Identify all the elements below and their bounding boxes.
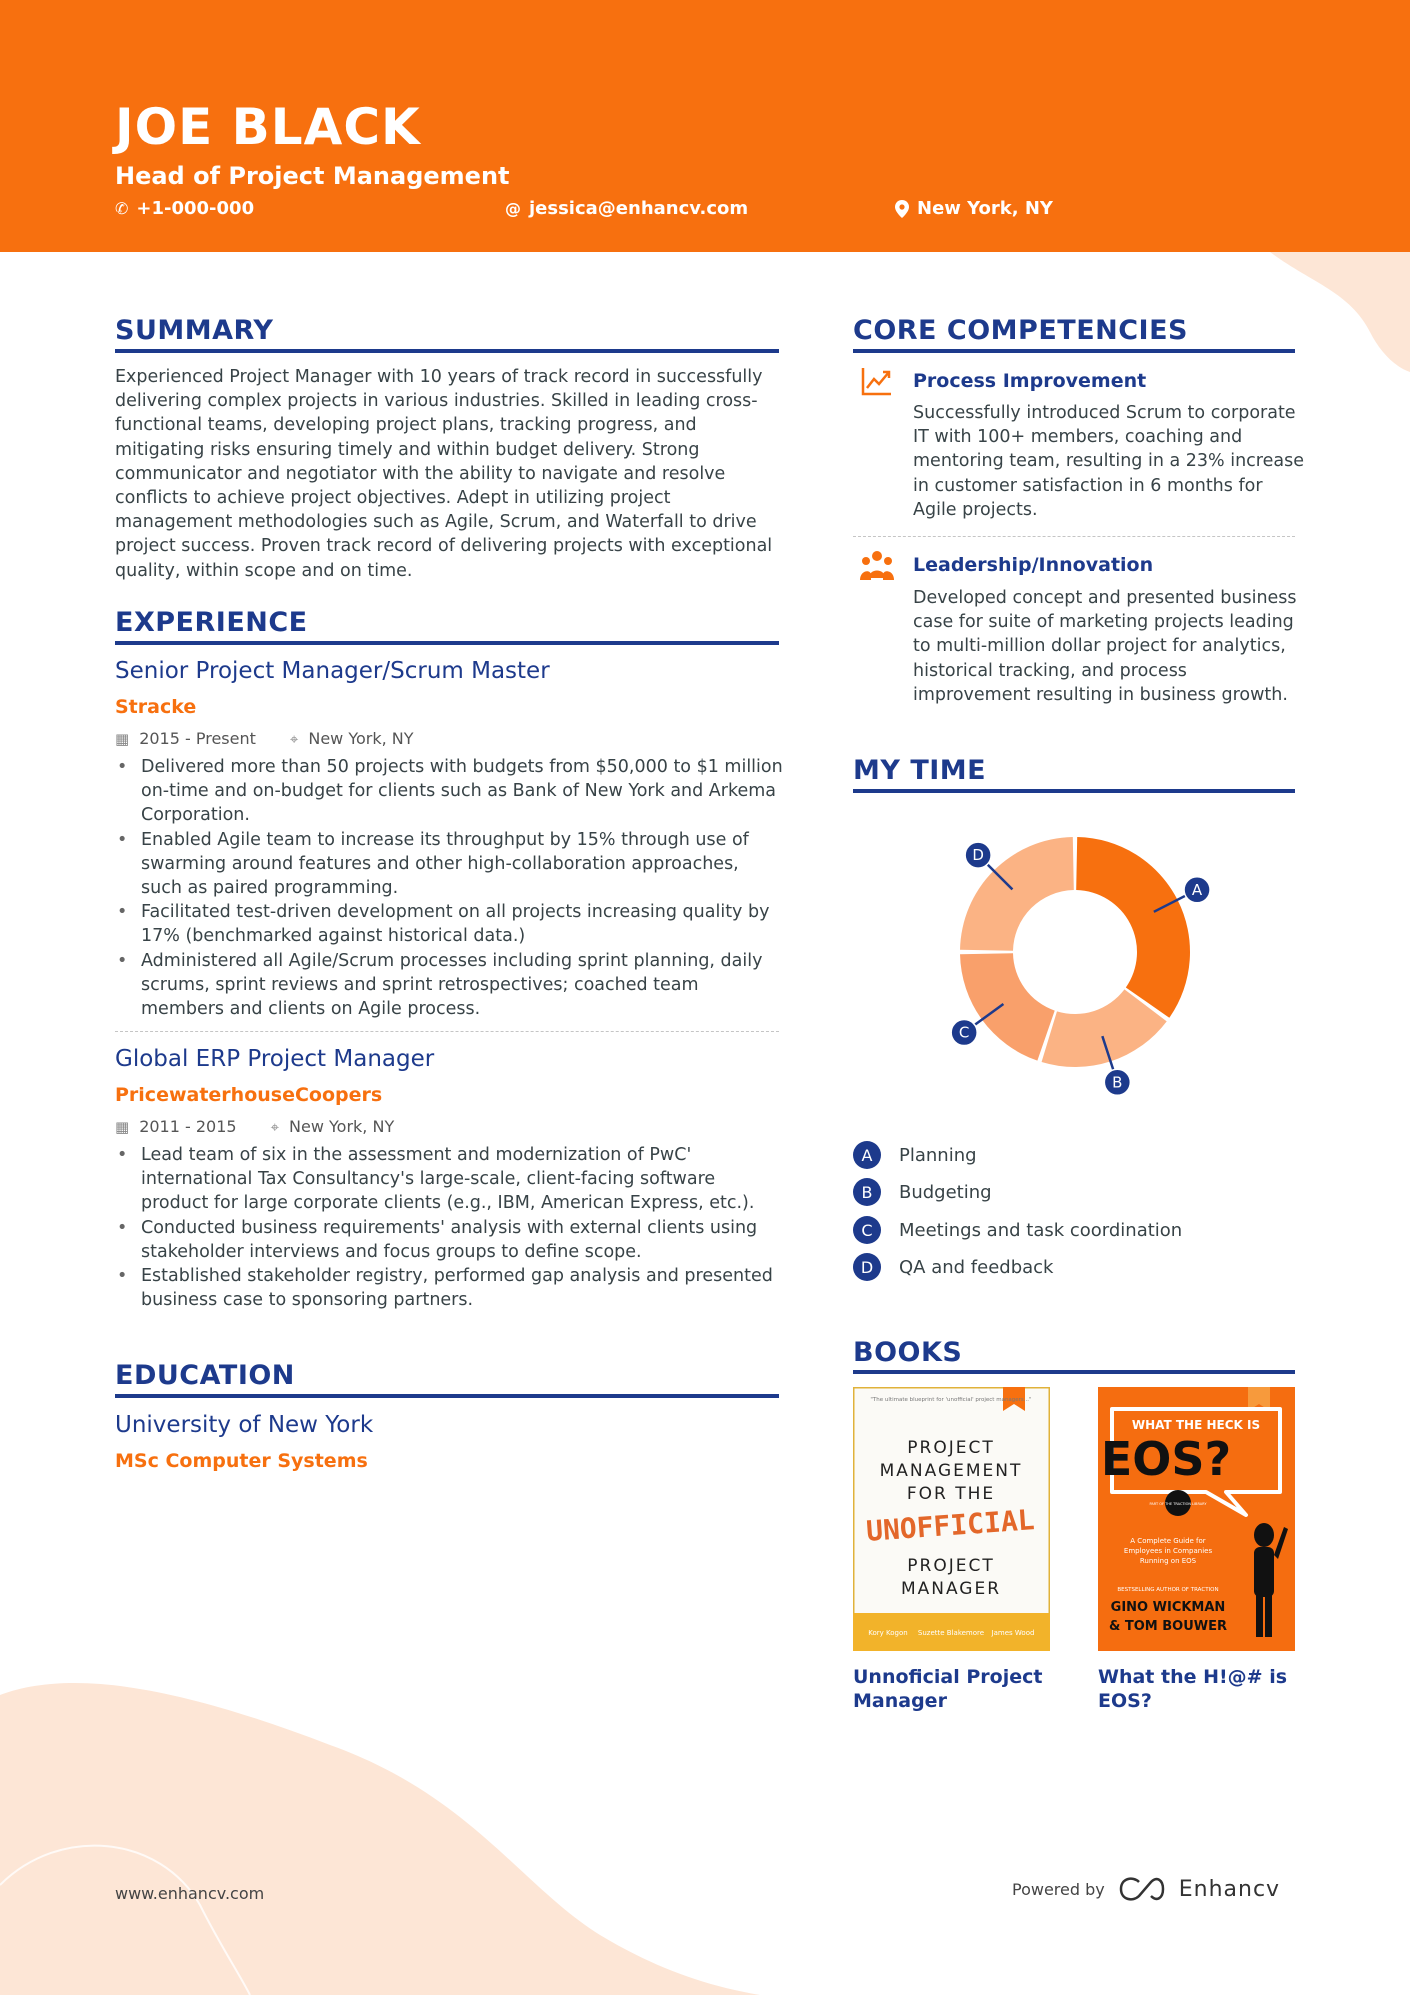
legend-item [853, 1253, 1053, 1281]
cover-author: James Wood [991, 1629, 1035, 1637]
legend-label: QA and feedback [899, 1256, 1054, 1278]
job-meta [115, 1117, 394, 1136]
company-name: PricewaterhouseCoopers [115, 1084, 383, 1106]
callout-label: C [958, 1023, 970, 1042]
legend-badge: A [853, 1141, 881, 1169]
competencies-heading: CORE COMPETENCIES [853, 315, 1188, 346]
cover-line: PROJECT [907, 1556, 995, 1576]
education-rule [115, 1394, 779, 1398]
cover-sub: Employees in Companies [1123, 1547, 1213, 1555]
list-item: • Established stakeholder registry, performed gap analysis and presented business case to sponsoring partners. [115, 1264, 785, 1312]
list-item: • Enabled Agile team to increase its throughput by 15% through use of swarming around features and other high-collaboration approaches, such as paired programming. [115, 828, 785, 901]
education-heading: EDUCATION [115, 1360, 295, 1391]
cover-sub: Running on EOS [1139, 1557, 1197, 1565]
callout-label: A [1191, 880, 1203, 899]
book-cover-eos [1098, 1387, 1295, 1651]
competency-title: Leadership/Innovation [913, 554, 1154, 576]
job-dates: 2015 - Present [139, 729, 256, 748]
summary-rule [115, 349, 779, 353]
location-text: New York, NY [917, 198, 1053, 219]
legend-badge: D [853, 1253, 881, 1281]
cover-line: PROJECT [907, 1438, 995, 1458]
candidate-role: Head of Project Management [115, 162, 510, 190]
location-pin-icon [895, 200, 909, 218]
job-location: New York, NY [289, 1117, 395, 1136]
school-name: University of New York [115, 1412, 374, 1438]
competency-text: Successfully introduced Scrum to corporate IT with 100+ members, coaching and mentoring team, resulting in a 23% increase in customer satisfaction in 6 months for Agile projects. [913, 403, 1304, 520]
summary-heading: SUMMARY [115, 315, 274, 346]
cover-line: FOR THE [906, 1484, 996, 1504]
competency-text: Developed concept and presented business case for suite of marketing projects leading to multi-million dollar project for analytics, historical tracking, and process improvement resulting in business growth. [913, 588, 1297, 705]
time-donut-chart [940, 830, 1210, 1110]
brand-name[interactable]: Enhancv [1178, 1876, 1281, 1902]
cover-blurb: "The ultimate blueprint for 'unofficial' project managers..." [870, 1397, 1032, 1403]
cover-note: BESTSELLING AUTHOR OF TRACTION [1117, 1587, 1219, 1593]
book-title[interactable]: Unnoficial Project Manager [853, 1666, 1043, 1712]
trend-chart-icon [860, 364, 894, 398]
callout-label: B [1112, 1073, 1123, 1092]
legend-label: Meetings and task coordination [899, 1219, 1183, 1241]
cover-line: MANAGEMENT [879, 1461, 1023, 1481]
divider [853, 536, 1295, 537]
mytime-heading: MY TIME [853, 755, 987, 786]
donut-slice-c [960, 953, 1055, 1060]
bottom-left-decoration [0, 1665, 760, 1995]
competency-title: Process Improvement [913, 370, 1147, 392]
book-cover-unofficial-pm [853, 1387, 1050, 1651]
cover-highlight: UNOFFICIAL [865, 1503, 1036, 1548]
header-banner [0, 0, 1410, 252]
legend-label: Budgeting [899, 1181, 992, 1203]
corner-decoration [1270, 252, 1410, 372]
cover-top: WHAT THE HECK IS [1131, 1418, 1261, 1432]
phone-contact [115, 198, 254, 219]
divider [115, 1031, 779, 1032]
experience-heading: EXPERIENCE [115, 607, 308, 638]
list-item: • Delivered more than 50 projects with budgets from $50,000 to $1 million on-time and on-budget for clients such as Bank of New York and Arkema Corporation. [115, 755, 785, 828]
list-item: • Lead team of six in the assessment and modernization of PwC' international Tax Consultancy's large-scale, client-facing software product for large corporate clients (e.g., IBM, American Express, etc.). [115, 1143, 785, 1216]
calendar-icon: ▦ [115, 1117, 130, 1136]
competencies-rule [853, 349, 1295, 353]
list-item: • Administered all Agile/Scrum processes including sprint planning, daily scrums, sprint reviews and sprint retrospectives; coached team members and clients on Agile process. [115, 949, 785, 1022]
job-location: New York, NY [308, 729, 414, 748]
footer-powered-by [1012, 1876, 1280, 1902]
location-contact [895, 198, 1053, 219]
company-name: Stracke [115, 696, 197, 718]
callout-label: D [972, 846, 984, 865]
location-pin-icon: ⌖ [289, 729, 299, 748]
job-bullets [115, 755, 785, 1021]
cover-author: & TOM BOUWER [1109, 1619, 1227, 1634]
cover-big: EOS? [1100, 1432, 1232, 1486]
degree-name: MSc Computer Systems [115, 1450, 368, 1472]
candidate-name: JOE BLACK [115, 98, 421, 156]
list-item: • Facilitated test-driven development on all projects increasing quality by 17% (benchmarked against historical data.) [115, 900, 785, 948]
footer-site-link[interactable]: www.enhancv.com [115, 1884, 265, 1903]
job-bullets [115, 1143, 785, 1312]
legend-badge: C [853, 1216, 881, 1244]
cover-author: GINO WICKMAN [1110, 1600, 1226, 1615]
phone-text[interactable]: +1-000-000 [136, 198, 255, 219]
legend-badge: B [853, 1178, 881, 1206]
job-title: Senior Project Manager/Scrum Master [115, 658, 550, 684]
summary-text: Experienced Project Manager with 10 years of track record in successfully delivering complex projects in various industries. Skilled in leading cross-functional teams, developing project plans, tracking progress, and mitigating risks ensuring timely and within budget delivery. Strong communicator and negotiator with the ability to navigate and resolve conflicts to achieve project objectives. Adept in utilizing project management methodologies such as Agile, Scrum, and Waterfall to drive project success. Proven track record of delivering projects with exceptional quality, within scope and on time. [115, 367, 773, 581]
phone-icon: ✆ [115, 199, 129, 218]
email-contact [505, 198, 748, 219]
books-rule [853, 1370, 1295, 1374]
donut-slice-a [1076, 837, 1190, 1018]
team-icon [860, 548, 894, 582]
job-meta [115, 729, 414, 748]
calendar-icon: ▦ [115, 729, 130, 748]
book-title[interactable]: What the H!@# is EOS? [1098, 1666, 1288, 1712]
legend-item [853, 1178, 992, 1206]
legend-label: Planning [899, 1144, 977, 1166]
list-item: • Conducted business requirements' analysis with external clients using stakeholder interviews and focus groups to define scope. [115, 1216, 785, 1264]
enhancv-logo-icon [1119, 1876, 1165, 1902]
legend-item [853, 1216, 1182, 1244]
job-title: Global ERP Project Manager [115, 1046, 435, 1072]
location-pin-icon: ⌖ [270, 1117, 280, 1136]
cover-author: Kory Kogon [868, 1629, 908, 1637]
books-heading: BOOKS [853, 1337, 963, 1368]
job-dates: 2011 - 2015 [139, 1117, 237, 1136]
cover-author: Suzette Blakemore [917, 1629, 985, 1637]
at-icon: @ [505, 199, 521, 218]
experience-rule [115, 641, 779, 645]
cover-tag: PART OF THE TRACTION LIBRARY [1149, 1502, 1207, 1506]
powered-by-label: Powered by [1012, 1879, 1105, 1899]
legend-item [853, 1141, 977, 1169]
cover-line: MANAGER [900, 1579, 1002, 1599]
mytime-rule [853, 789, 1295, 793]
cover-sub: A Complete Guide for [1130, 1537, 1206, 1545]
email-text[interactable]: jessica@enhancv.com [529, 198, 749, 219]
